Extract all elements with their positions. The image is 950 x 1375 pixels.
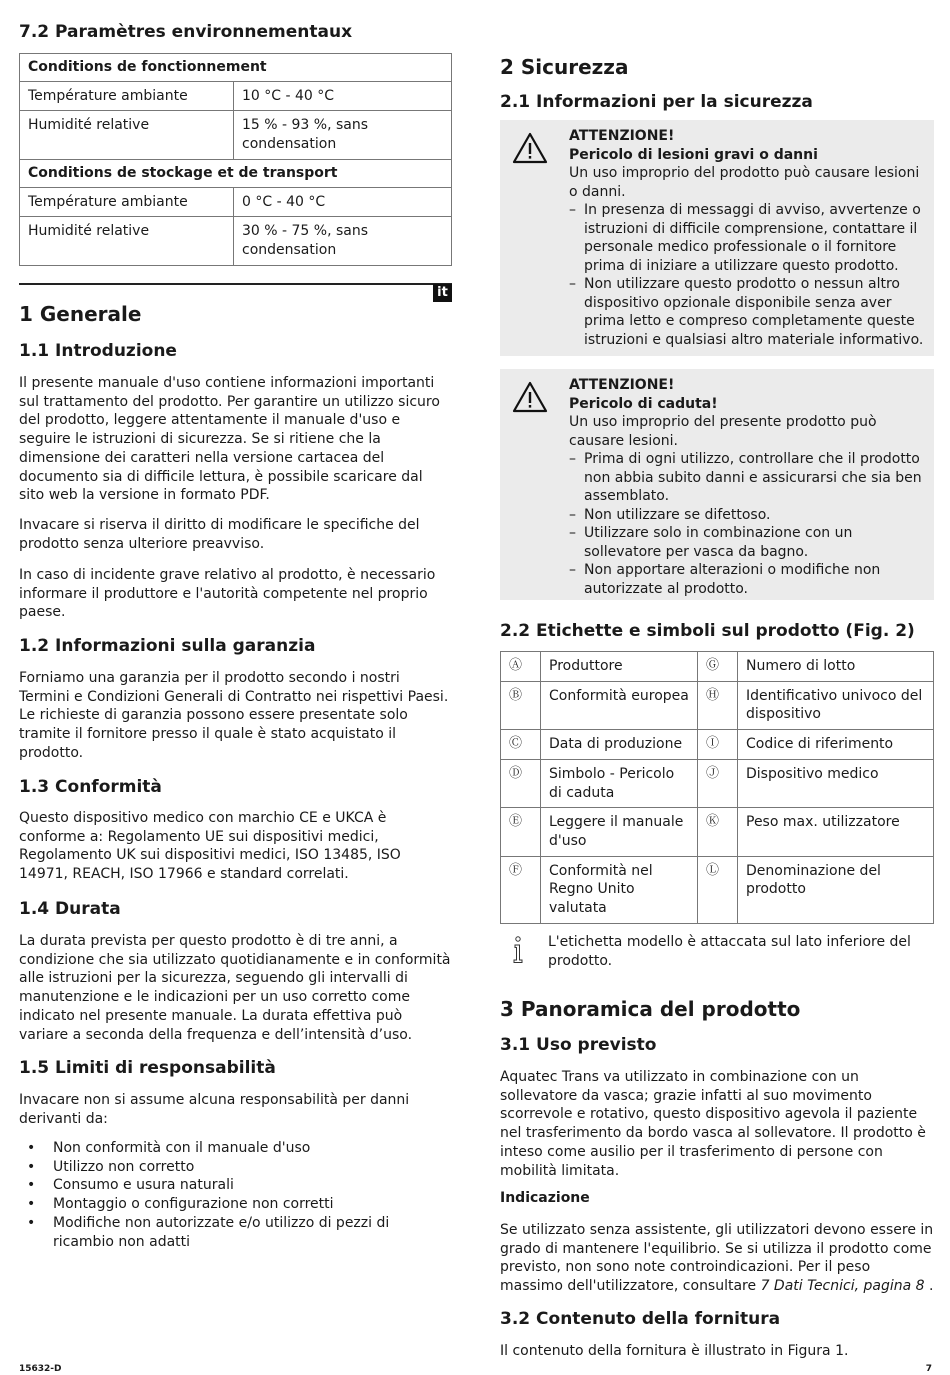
table-cell-value: 15 % - 93 %, sans condensation (234, 111, 452, 159)
operating-conditions-header: Conditions de fonctionnement (20, 54, 452, 82)
warning-body: Un uso improprio del prodotto può causare lesioni o danni. (569, 165, 920, 200)
label-text: Numero di lotto (738, 652, 934, 682)
label-letter: Ⓙ (698, 759, 738, 807)
warning-heading: ATTENZIONE! (569, 377, 675, 393)
duration-title: 1.4 Durata (19, 899, 121, 919)
warning-heading: ATTENZIONE! (569, 128, 675, 144)
label-letter: Ⓐ (501, 652, 541, 682)
intended-use-title: 3.1 Uso previsto (500, 1035, 657, 1055)
label-text: Dispositivo medico (738, 759, 934, 807)
table-row (501, 808, 934, 856)
labels-table (500, 651, 934, 924)
label-text: Data di produzione (541, 730, 698, 760)
safety-info-title: 2.1 Informazioni per la sicurezza (500, 92, 813, 112)
section-1-title: 1 Generale (19, 302, 142, 326)
page-number: 7 (925, 1364, 932, 1374)
list-item: • Modifiche non autorizzate e/o utilizzo di pezzi di ricambio non adatti (19, 1214, 452, 1251)
liability-title: 1.5 Limiti di responsabilità (19, 1058, 276, 1078)
label-letter: Ⓛ (698, 856, 738, 923)
language-tag: it (433, 284, 452, 302)
env-params-title: 7.2 Paramètres environnementaux (19, 22, 353, 42)
env-params-table (19, 53, 452, 266)
label-text: Identificativo univoco del dispositivo (738, 681, 934, 729)
label-letter: Ⓔ (501, 808, 541, 856)
warning-item: – Prima di ogni utilizzo, controllare che il prodotto non abbia subito danni e assicurarsi che sia ben assemblato. (569, 450, 926, 506)
label-letter: Ⓒ (501, 730, 541, 760)
table-cell-value: 10 °C - 40 °C (234, 81, 452, 111)
section-divider (19, 283, 452, 285)
indication-paragraph (500, 1221, 934, 1296)
label-text: Codice di riferimento (738, 730, 934, 760)
warning-text-fall (569, 376, 926, 598)
table-row (501, 652, 934, 682)
table-row (501, 759, 934, 807)
conformity-title: 1.3 Conformità (19, 777, 162, 797)
supply-contents-title: 3.2 Contenuto della fornitura (500, 1309, 781, 1329)
warning-item: – In presenza di messaggi di avviso, avvertenze o istruzioni di difficile comprensione, contattare il personale medico professionale o il fornitore prima di iniziare a utilizzare questo prodotto. (569, 201, 926, 275)
label-letter: Ⓓ (501, 759, 541, 807)
label-text: Simbolo - Pericolo di caduta (541, 759, 698, 807)
intended-use-paragraph: Aquatec Trans va utilizzato in combinazione con un sollevatore da vasca; grazie infatti al suo movimento scorrevole e rotativo, questo dispositivo agevola il paziente nel trasferimento da bordo vasca al sollevatore. Il prodotto è inteso come ausilio per il trasferimento di persone con mobilità limitata. (500, 1069, 926, 1179)
label-text: Peso max. utilizzatore (738, 808, 934, 856)
list-item: • Utilizzo non corretto (19, 1158, 452, 1177)
list-item: • Montaggio o configurazione non corretti (19, 1195, 452, 1214)
warning-subheading: Pericolo di caduta! (569, 395, 718, 412)
storage-conditions-header: Conditions de stockage et de transport (20, 159, 452, 187)
section-2-title: 2 Sicurezza (500, 55, 629, 79)
warning-triangle-icon (512, 132, 548, 164)
warning-box-injury (500, 120, 934, 356)
table-row (501, 856, 934, 923)
label-text: Denominazione del prodotto (738, 856, 934, 923)
table-cell-label: Température ambiante (20, 187, 234, 217)
label-text: Leggere il manuale d'uso (541, 808, 698, 856)
info-icon (511, 936, 525, 964)
label-letter: Ⓑ (501, 681, 541, 729)
label-letter: Ⓗ (698, 681, 738, 729)
indication-text: Se utilizzato senza assistente, gli utilizzatori devono essere in grado di mantenere l'equilibrio. Se si utilizza il prodotto come previsto, non sono note controindicazioni. Per il peso massimo dell'utilizzatore, consultare (500, 1222, 934, 1295)
technical-data-link[interactable]: 7 Dati Tecnici, pagina 8 (760, 1278, 925, 1295)
table-row (501, 730, 934, 760)
list-item: • Non conformità con il manuale d'uso (19, 1139, 452, 1158)
warning-body: Un uso improprio del presente prodotto può causare lesioni. (569, 414, 877, 449)
table-cell-value: 0 °C - 40 °C (234, 187, 452, 217)
label-letter: Ⓖ (698, 652, 738, 682)
label-text: Produttore (541, 652, 698, 682)
indication-end: . (924, 1278, 934, 1295)
conformity-paragraph: Questo dispositivo medico con marchio CE e UKCA è conforme a: Regolamento UE sui dispositivi medici, Regolamento UK sui dispositivi medici, ISO 13485, ISO 14971, REACH, ISO 17966 e standard correlati. (19, 810, 401, 883)
label-text: Conformità nel Regno Unito valutata (541, 856, 698, 923)
label-text: Conformità europea (541, 681, 698, 729)
intro-title: 1.1 Introduzione (19, 341, 177, 361)
document-code: 15632-D (19, 1364, 62, 1374)
liability-paragraph: Invacare non si assume alcuna responsabilità per danni derivanti da: (19, 1092, 410, 1127)
label-letter: Ⓘ (698, 730, 738, 760)
table-row (501, 681, 934, 729)
info-note: L'etichetta modello è attaccata sul lato inferiore del prodotto. (548, 934, 911, 969)
list-item: • Consumo e usura naturali (19, 1176, 452, 1195)
table-cell-value: 30 % - 75 %, sans condensation (234, 217, 452, 265)
table-cell-label: Humidité relative (20, 217, 234, 265)
liability-list (19, 1139, 452, 1251)
table-cell-label: Humidité relative (20, 111, 234, 159)
supply-contents-paragraph: Il contenuto della fornitura è illustrato in Figura 1. (500, 1343, 849, 1359)
warning-item: – Utilizzare solo in combinazione con un sollevatore per vasca da bagno. (569, 524, 926, 561)
warning-item: – Non utilizzare se difettoso. (569, 506, 926, 525)
duration-paragraph: La durata prevista per questo prodotto è di tre anni, a condizione che sia utilizzato quotidianamente e in conformità alle istruzioni per la sicurezza, seguendo gli intervalli di manutenzione e le indicazioni per un uso corretto come indicato nel presente manuale. La durata effettiva può variare a seconda della frequenza e dell’intensità d’uso. (19, 933, 451, 1043)
warning-text-injury (569, 127, 926, 349)
label-letter: Ⓚ (698, 808, 738, 856)
warning-box-fall (500, 369, 934, 600)
warranty-paragraph: Forniamo una garanzia per il prodotto secondo i nostri Termini e Condizioni Generali di Contratto nei rispettivi Paesi. Le richieste di garanzia possono essere presentate solo tramite il fornitore presso il quale è stato acquistato il prodotto. (19, 670, 449, 761)
intro-paragraph-3: In caso di incidente grave relativo al prodotto, è necessario informare il produttore e l'autorità competente nel proprio paese. (19, 567, 436, 621)
warning-subheading: Pericolo di lesioni gravi o danni (569, 146, 818, 163)
intro-paragraph-1: Il presente manuale d'uso contiene informazioni importanti sul trattamento del prodotto. Per garantire un utilizzo sicuro del prodotto, leggere attentamente il manuale d'uso e seguire le istruzioni di sicurezza. Se si ritiene che la dimensione dei caratteri nella versione cartacea del documento sia di difficile lettura, è possibile scaricare dal sito web la versione in formato PDF. (19, 375, 440, 504)
labels-title: 2.2 Etichette e simboli sul prodotto (Fig. 2) (500, 621, 915, 641)
intro-paragraph-2: Invacare si riserva il diritto di modificare le specifiche del prodotto senza ulteriore preavviso. (19, 517, 420, 552)
warning-item: – Non utilizzare questo prodotto o nessun altro dispositivo opzionale disponibile senza aver prima letto e compreso completamente queste istruzioni e qualsiasi altro materiale informativo. (569, 275, 926, 349)
warning-triangle-icon (512, 381, 548, 413)
warning-item: – Non apportare alterazioni o modifiche non autorizzate al prodotto. (569, 561, 926, 598)
section-3-title: 3 Panoramica del prodotto (500, 997, 801, 1021)
indication-title: Indicazione (500, 1190, 590, 1206)
table-cell-label: Température ambiante (20, 81, 234, 111)
label-letter: Ⓕ (501, 856, 541, 923)
warranty-title: 1.2 Informazioni sulla garanzia (19, 636, 316, 656)
